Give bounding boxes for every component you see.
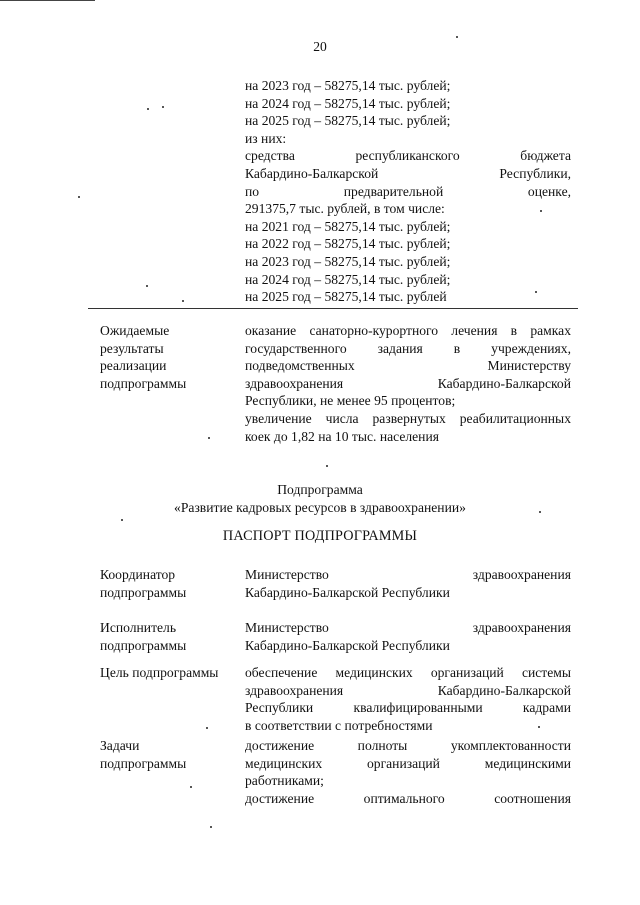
funding-continuation (245, 77, 571, 306)
subprogram-name: «Развитие кадровых ресурсов в здравоохранении» (174, 500, 466, 515)
text-line: Республики, не менее 95 процентов; (245, 393, 456, 409)
goal-value (245, 664, 571, 734)
scan-speck (206, 727, 208, 729)
executor-label: Исполнитель подпрограммы (100, 620, 187, 653)
scan-speck (78, 196, 80, 198)
text-line: Республики квалифицированными кадрами (245, 700, 571, 716)
scan-speck (182, 300, 184, 302)
page-number: 20 (313, 39, 327, 54)
text-line: государственного задания в учреждениях, (245, 340, 571, 356)
text-line: Министерство здравоохранения (245, 567, 571, 582)
text-line: здравоохранения Кабардино-Балкарской (245, 375, 571, 391)
funding-line: на 2024 год – 58275,14 тыс. рублей; (245, 95, 451, 111)
funding-year-line: на 2023 год – 58275,14 тыс. рублей; (245, 253, 451, 269)
text-line: здравоохранения Кабардино-Балкарской (245, 682, 571, 698)
scan-speck (456, 36, 458, 38)
coordinator-label: Координатор подпрограммы (100, 567, 187, 600)
page-frame-corner (0, 0, 95, 4)
text-line: обеспечение медицинских организаций системы (245, 665, 571, 680)
text-line: медицинских организаций медицинскими (245, 755, 571, 771)
funding-line: на 2025 год – 58275,14 тыс. рублей; (245, 113, 451, 129)
text-line: в соответствии с потребностями (245, 717, 433, 733)
republic-budget-total: 291375,7 тыс. рублей, в том числе: (245, 201, 445, 217)
scan-speck (121, 519, 123, 521)
goal-label: Цель подпрограммы (100, 665, 219, 680)
scan-speck (190, 786, 192, 788)
scan-speck (535, 291, 537, 293)
scan-speck (162, 106, 164, 108)
scan-speck (326, 465, 328, 467)
text-line: достижение оптимального соотношения (245, 790, 571, 806)
subprogram-title: Подпрограмма (277, 482, 363, 497)
text-line: достижение полноты укомплектованности (245, 738, 571, 753)
text-line: подведомственных Министерству (245, 358, 571, 374)
republic-budget-line: средства республиканского бюджета (245, 148, 571, 164)
scan-speck (539, 511, 541, 513)
scan-speck (210, 826, 212, 828)
coordinator-value (245, 566, 571, 601)
table-divider (88, 308, 578, 309)
text-line: Министерство здравоохранения (245, 620, 571, 635)
text-line: Кабардино-Балкарской Республики (245, 584, 450, 600)
scan-speck (538, 726, 540, 728)
expected-results-label: Ожидаемые результаты реализации подпрограммы (100, 323, 187, 391)
tasks-value (245, 737, 571, 807)
text-line: оказание санаторно-курортного лечения в рамках (245, 323, 571, 338)
funding-line: на 2023 год – 58275,14 тыс. рублей; (245, 78, 451, 93)
text-line: коек до 1,82 на 10 тыс. населения (245, 428, 439, 444)
tasks-label: Задачи подпрограммы (100, 738, 187, 771)
scan-speck (540, 210, 542, 212)
funding-year-line: на 2025 год – 58275,14 тыс. рублей (245, 289, 447, 305)
funding-year-line: на 2022 год – 58275,14 тыс. рублей; (245, 236, 451, 252)
scan-speck (147, 108, 149, 110)
text-line: работниками; (245, 773, 324, 789)
republic-budget-line: по предварительной оценке, (245, 183, 571, 199)
funding-year-line: на 2021 год – 58275,14 тыс. рублей; (245, 218, 451, 234)
funding-year-line: на 2024 год – 58275,14 тыс. рублей; (245, 271, 451, 287)
scan-speck (146, 285, 148, 287)
text-line: Кабардино-Балкарской Республики (245, 637, 450, 653)
republic-budget-line: Кабардино-Балкарской Республики, (245, 165, 571, 181)
expected-results-text (245, 322, 571, 445)
funding-line: из них: (245, 130, 287, 146)
executor-value (245, 619, 571, 654)
text-line: увеличение числа развернутых реабилитационных (245, 410, 571, 426)
scan-speck (208, 437, 210, 439)
passport-heading: ПАСПОРТ ПОДПРОГРАММЫ (222, 528, 418, 544)
